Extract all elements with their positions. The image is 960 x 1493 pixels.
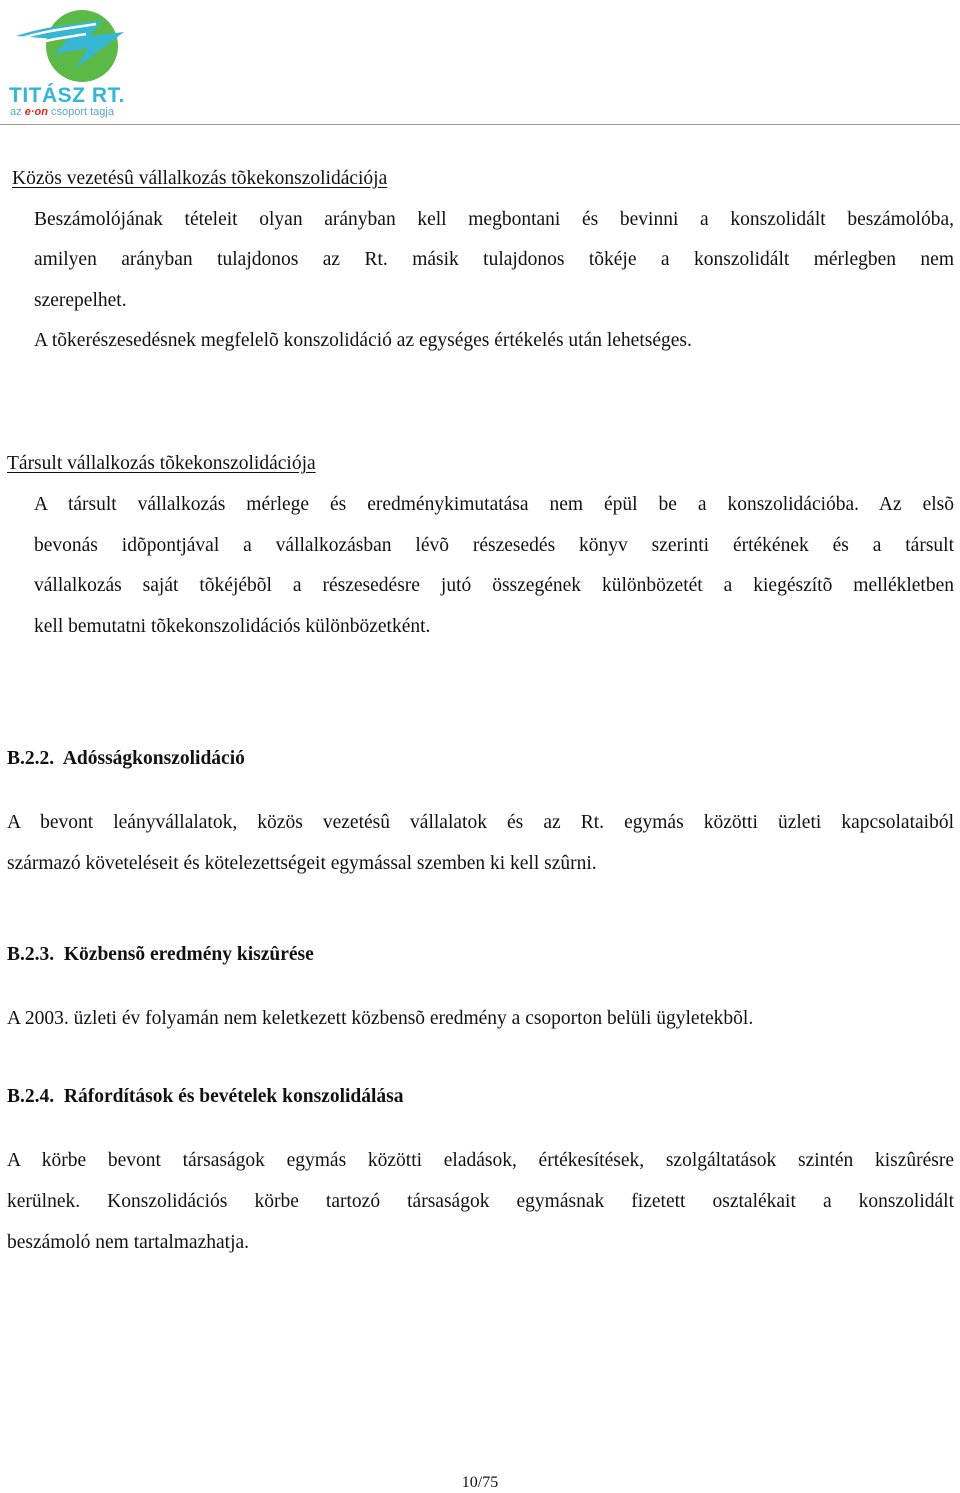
paragraph-line: bevonás idõpontjával a vállalkozásban lévõ részesedés könyv szerinti értékének és a társult bbox=[34, 535, 954, 556]
paragraph-line: vállalkozás saját tõkéjébõl a részesedésre jutó összegének különbözetét a kiegészítõ mellékletben bbox=[34, 575, 954, 596]
page-number: 10/75 bbox=[461, 1474, 499, 1491]
tagline-suffix: csoport tagja bbox=[47, 106, 114, 118]
section-number: B.2.3. bbox=[7, 944, 55, 965]
section-title-tarsult: Társult vállalkozás tõkekonszolidációja bbox=[7, 453, 316, 474]
section-heading-text: Ráfordítások és bevételek konszolidálása bbox=[63, 1086, 404, 1107]
paragraph-line: A tõkerészesedésnek megfelelõ konszolidáció az egységes értékelés után lehetséges. bbox=[34, 330, 692, 351]
paragraph-line: A társult vállalkozás mérlege és eredménykimutatása nem épül be a konszolidációba. Az elsõ bbox=[34, 494, 954, 515]
paragraph-line: amilyen arányban tulajdonos az Rt. másik tulajdonos tõkéje a konszolidált mérlegben nem bbox=[34, 249, 954, 270]
section-number: B.2.2. bbox=[7, 748, 55, 769]
section-heading-text: Adósságkonszolidáció bbox=[62, 748, 245, 769]
paragraph-line: szerepelhet. bbox=[34, 290, 127, 311]
company-logo bbox=[6, 6, 156, 118]
section-heading-b24 bbox=[7, 1086, 404, 1108]
tagline-prefix: az bbox=[10, 106, 25, 118]
section-heading-b22 bbox=[7, 748, 245, 770]
paragraph-line: származó követeléseit és kötelezettségeit egymással szemben ki kell szûrni. bbox=[7, 853, 597, 874]
section-title-kozos: Közös vezetésû vállalkozás tõkekonszolidációja bbox=[12, 168, 388, 189]
paragraph-line: Beszámolójának tételeit olyan arányban kell megbontani és bevinni a konszolidált beszámolóba, bbox=[34, 209, 954, 230]
company-name: TITÁSZ RT. bbox=[9, 84, 125, 107]
paragraph-line: A bevont leányvállalatok, közös vezetésû vállalatok és az Rt. egymás közötti üzleti kapcsolataiból bbox=[7, 812, 954, 833]
section-heading-text: Közbensõ eredmény kiszûrése bbox=[63, 944, 314, 965]
eon-brand: e·on bbox=[24, 106, 48, 118]
section-heading-b23 bbox=[7, 944, 314, 966]
paragraph-line: kell bemutatni tõkekonszolidációs különbözetként. bbox=[34, 616, 431, 637]
paragraph-line: beszámoló nem tartalmazhatja. bbox=[7, 1232, 250, 1253]
section-number: B.2.4. bbox=[7, 1086, 55, 1107]
lightning-globe-icon bbox=[6, 6, 156, 86]
paragraph-line: A 2003. üzleti év folyamán nem keletkezett közbensõ eredmény a csoporton belüli ügyletekbõl. bbox=[7, 1008, 754, 1029]
page-header bbox=[0, 0, 960, 125]
paragraph-line: kerülnek. Konszolidációs körbe tartozó társaságok egymásnak fizetett osztalékait a konszolidált bbox=[7, 1191, 954, 1212]
paragraph-line: A körbe bevont társaságok egymás közötti eladások, értékesítések, szolgáltatások szintén kiszûrésre bbox=[7, 1150, 954, 1171]
company-tagline bbox=[10, 106, 114, 118]
